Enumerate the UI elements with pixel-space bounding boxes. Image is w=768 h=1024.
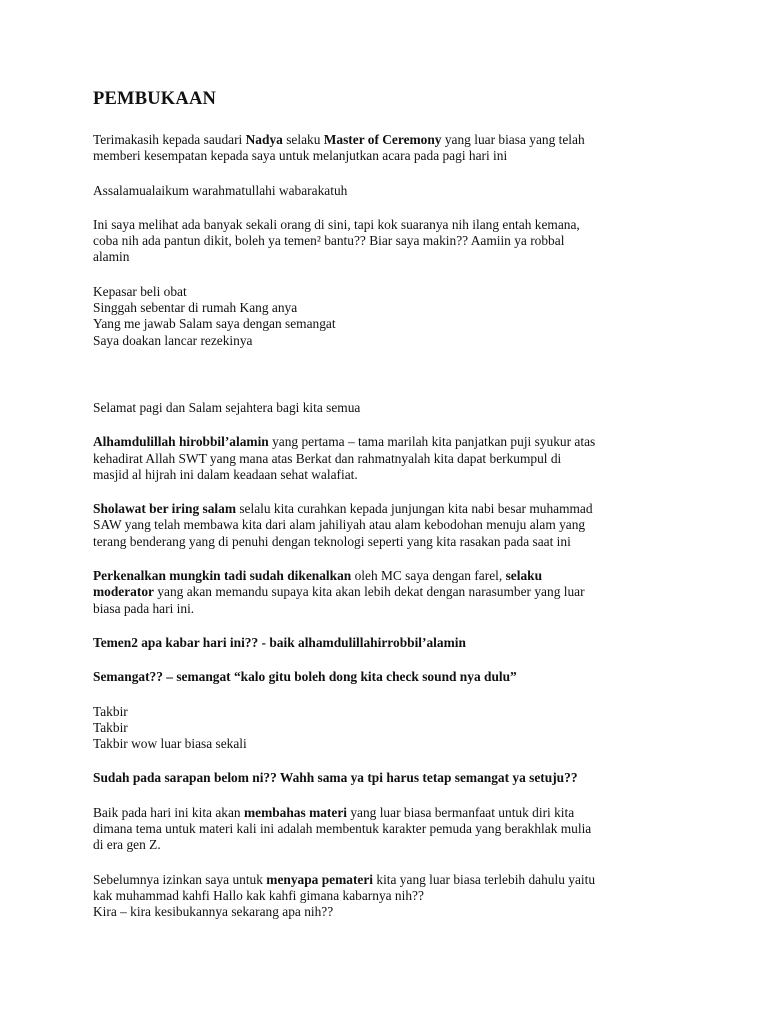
pantun-line: Kepasar beli obat — [93, 283, 187, 299]
takbir-line: Takbir — [93, 703, 128, 719]
paragraph-crowd: Ini saya melihat ada banyak sekali orang di sini, tapi kok suaranya nih ilang entah kemana, coba nih ada pantun dikit, boleh ya temen² bantu?? Biar saya makin?? Aamiin ya robbal alamin — [93, 216, 580, 265]
bold-membahas-materi: membahas materi — [243, 804, 347, 820]
paragraph-alhamdulillah: Alhamdulillah hirobbil’alamin yang pertama – tama marilah kita panjatkan puji syukur atas kehadirat Allah SWT yang mana atas Berkat dan rahmatnyalah kita dapat berkumpul di masjid al hijrah ini dalam keadaan sehat walafiat. — [93, 434, 596, 482]
pantun-line: Saya doakan lancar rezekinya — [93, 332, 253, 348]
pantun-line: Singgah sebentar di rumah Kang anya — [93, 300, 298, 316]
bold-sholawat: Sholawat ber iring salam — [93, 501, 236, 517]
paragraph-thanks-line-1: Terimakasih kepada saudari Nadya selaku Master of Ceremony yang luar biasa yang telah — [93, 132, 585, 147]
pantun-block — [93, 284, 693, 349]
paragraph-pemateri: Sebelumnya izinkan saya untuk menyapa pemateri kita yang luar biasa terlebih dahulu yaitu kak muhammad kahfi Hallo kak kahfi gimana kabarnya nih?? Kira – kira kesibukannya sekarang apa nih?? — [93, 871, 596, 920]
paragraph-thanks — [93, 132, 693, 165]
question-sarapan: Sudah pada sarapan belom ni?? Wahh sama ya tpi harus tetap semangat ya setuju?? — [93, 770, 578, 786]
bold-menyapa-pemateri: menyapa pemateri — [266, 871, 374, 887]
paragraph-thanks-line-2: memberi kesempatan kepada saya untuk melanjutkan acara pada pagi hari ini — [93, 148, 508, 164]
bold-alhamdulillah: Alhamdulillah hirobbil’alamin — [93, 434, 269, 450]
question-semangat: Semangat?? – semangat “kalo gitu boleh dong kita check sound nya dulu” — [93, 669, 517, 685]
role-master-of-ceremony: Master of Ceremony — [323, 132, 442, 147]
paragraph-perkenalan: Perkenalkan mungkin tadi sudah dikenalkan oleh MC saya dengan farel, selaku moderator yang akan memandu supaya kita akan lebih dekat dengan narasumber yang luar biasa pada hari ini. — [93, 568, 585, 616]
pantun-line: Yang me jawab Salam saya dengan semangat — [93, 316, 336, 332]
bold-moderator: moderator — [93, 584, 154, 600]
paragraph-selamat: Selamat pagi dan Salam sejahtera bagi kita semua — [93, 399, 361, 415]
bold-selaku: selaku — [505, 568, 543, 584]
question-kabar: Temen2 apa kabar hari ini?? - baik alhamdulillahirrobbil’alamin — [93, 634, 466, 650]
bold-perkenalan: Perkenalkan mungkin tadi sudah dikenalkan — [93, 568, 352, 584]
paragraph-materi: Baik pada hari ini kita akan membahas materi yang luar biasa bermanfaat untuk diri kita dimana tema untuk materi kali ini adalah membentuk karakter pemuda yang berakhlak mulia di era gen Z. — [93, 804, 592, 853]
takbir-line: Takbir — [93, 719, 128, 735]
document-page — [93, 88, 693, 921]
name-nadya: Nadya — [245, 132, 283, 147]
takbir-block — [93, 704, 693, 753]
paragraph-sholawat: Sholawat ber iring salam selalu kita curahkan kepada junjungan kita nabi besar muhammad SAW yang telah membawa kita dari alam jahiliyah atau alam kebodohan menuju alam yang terang benderang yang di penuhi dengan teknologi seperti yang kita rasakan pada saat ini — [93, 501, 593, 549]
paragraph-greeting: Assalamualaikum warahmatullahi wabarakatuh — [93, 182, 348, 198]
document-title: PEMBUKAAN — [93, 89, 217, 109]
takbir-line: Takbir wow luar biasa sekali — [93, 736, 247, 752]
